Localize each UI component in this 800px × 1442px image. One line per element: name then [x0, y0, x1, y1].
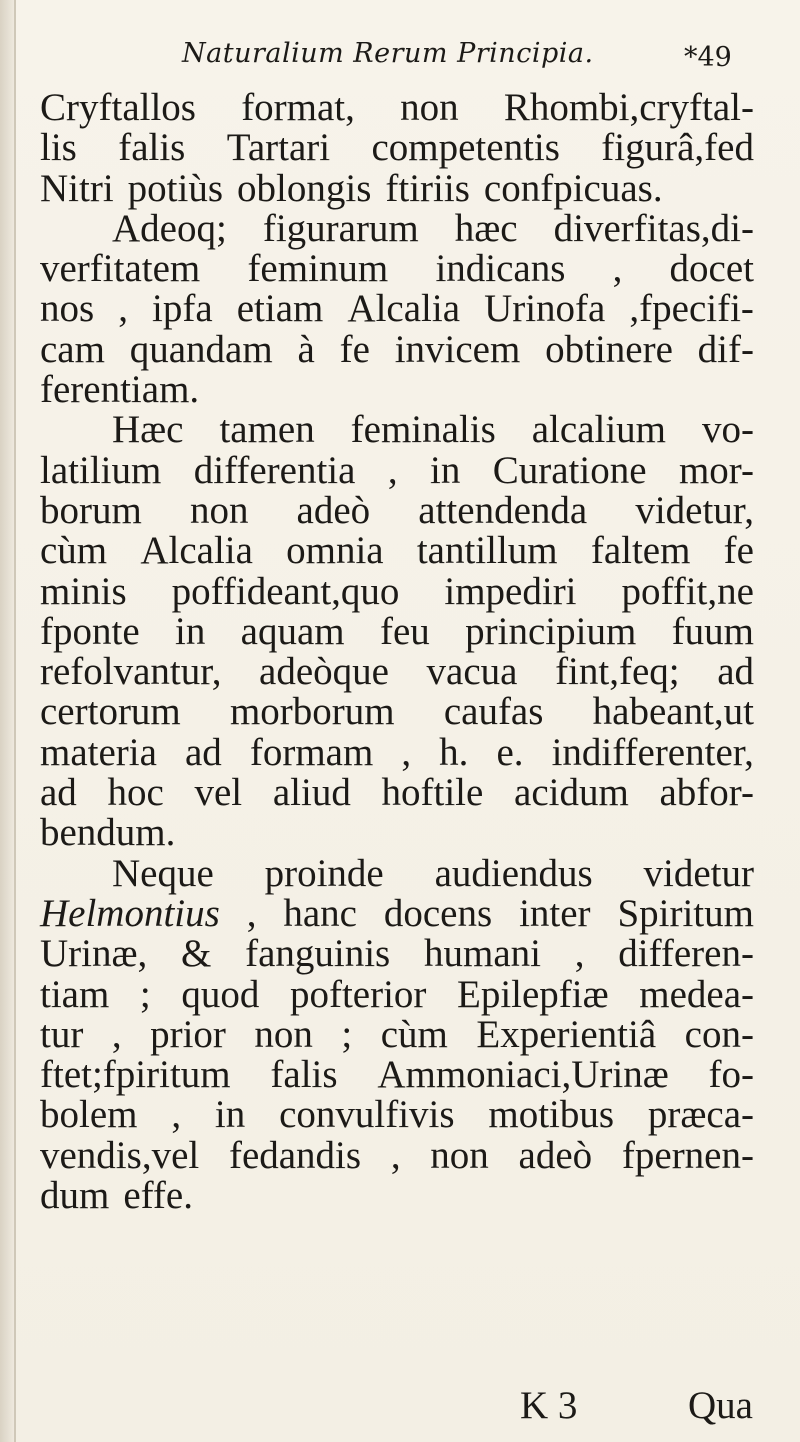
- word: ,: [390, 1133, 401, 1177]
- body-text: [40, 88, 790, 1216]
- word: ad: [184, 730, 222, 774]
- running-head: [0, 38, 800, 78]
- word: ftiriis: [385, 166, 470, 210]
- text-line: [40, 1095, 754, 1135]
- word: Ammoniaci,Urinæ: [377, 1053, 669, 1097]
- word: confpicuas.: [483, 166, 663, 210]
- word: Epilepfiæ: [457, 972, 609, 1016]
- word: cùm: [380, 1012, 448, 1056]
- word: ,: [111, 1012, 122, 1056]
- word: fanguinis: [245, 932, 391, 976]
- text-line: [40, 410, 754, 450]
- word: Nitri: [40, 166, 114, 210]
- word: poffideant,quo: [171, 569, 400, 613]
- word: in: [430, 448, 461, 492]
- word: ,: [171, 1093, 182, 1137]
- word: &: [181, 932, 212, 976]
- word: Alcalia: [140, 529, 253, 573]
- word: con-: [684, 1012, 754, 1056]
- word: figurarum: [262, 206, 419, 250]
- word: fuum: [671, 609, 754, 653]
- text-line: [40, 813, 754, 853]
- word: tiam: [40, 972, 110, 1016]
- word: latilium: [40, 448, 162, 492]
- word: vacua: [426, 650, 518, 694]
- word: in: [214, 1093, 246, 1137]
- word: non: [430, 1133, 489, 1177]
- text-line: [40, 652, 754, 692]
- text-line: [40, 1176, 754, 1216]
- word: cam: [40, 327, 105, 371]
- word: alcalium: [531, 408, 667, 452]
- gutter-shadow: [0, 0, 14, 1442]
- word: format,: [241, 86, 355, 129]
- word: feminalis: [350, 408, 496, 452]
- word: verfitatem: [40, 247, 201, 291]
- text-line: [40, 327, 754, 371]
- word: impediri: [444, 569, 577, 613]
- word: pofterior: [289, 972, 427, 1016]
- word: humani: [424, 932, 541, 976]
- word: habeant,ut: [592, 690, 754, 734]
- word: non: [254, 1012, 313, 1056]
- word: refolvantur,: [40, 650, 222, 694]
- word: adeòque: [259, 650, 389, 694]
- word: hoc: [107, 771, 164, 815]
- text-line: [40, 531, 754, 571]
- word: Helmontius: [40, 891, 220, 935]
- word: principium: [465, 609, 637, 653]
- text-line: [40, 448, 754, 492]
- word: ,: [401, 730, 412, 774]
- text-line: [40, 1133, 754, 1177]
- word: tur: [40, 1012, 84, 1056]
- word: oblongis: [237, 166, 372, 210]
- word: adeò: [296, 488, 371, 532]
- word: morborum: [229, 690, 395, 734]
- word: ,: [574, 932, 585, 976]
- text-line: [40, 88, 754, 128]
- text-line: [40, 249, 754, 289]
- word: ferentiam.: [40, 368, 200, 412]
- word: docens: [383, 891, 493, 935]
- word: adeò: [518, 1133, 593, 1177]
- running-title: Naturalium Rerum Principia.: [182, 38, 594, 69]
- word: vel: [194, 771, 243, 815]
- word: e.: [496, 730, 524, 774]
- word: videtur,: [635, 488, 754, 532]
- word: proinde: [264, 851, 384, 895]
- word: fpernen-: [621, 1133, 754, 1177]
- word: docet: [669, 247, 754, 291]
- word: fo-: [708, 1053, 754, 1097]
- word: dif-: [697, 327, 754, 371]
- text-line: [40, 934, 754, 974]
- word: cùm: [40, 529, 108, 573]
- word: ftet;fpiritum: [40, 1053, 231, 1097]
- word: tantillum: [416, 529, 558, 573]
- word: h.: [439, 730, 469, 774]
- word: minis: [40, 569, 127, 613]
- word: audiendus: [434, 851, 593, 895]
- word: ,: [246, 891, 257, 935]
- word: differen-: [618, 932, 754, 976]
- word: convulfivis: [279, 1093, 455, 1137]
- word: competentis: [371, 126, 560, 170]
- word: Rhombi,cryftal-: [503, 86, 754, 129]
- word: figurâ,fed: [601, 126, 754, 170]
- word: medea-: [639, 972, 754, 1016]
- text-line: [40, 289, 754, 329]
- word: ad: [717, 650, 754, 694]
- word: hæc: [454, 206, 518, 250]
- text-line: [40, 488, 754, 532]
- word: Neque: [112, 851, 214, 895]
- word: inter: [519, 891, 591, 935]
- word: ad: [40, 771, 77, 815]
- word: certorum: [40, 690, 181, 734]
- word: lis: [40, 126, 77, 170]
- text-line: [40, 891, 754, 935]
- word: acidum: [514, 771, 629, 815]
- word: feminum: [247, 247, 389, 291]
- text-line: [40, 730, 754, 774]
- word: prior: [150, 1012, 226, 1056]
- word: poffit,ne: [621, 569, 754, 613]
- word: feu: [379, 609, 430, 653]
- word: abfor-: [659, 771, 754, 815]
- word: faltem: [590, 529, 691, 573]
- word: Experientiâ: [476, 1012, 657, 1056]
- word: materia: [40, 730, 157, 774]
- text-line: [40, 773, 754, 813]
- word: invicem: [394, 327, 521, 371]
- text-line: [40, 692, 754, 732]
- text-line: [40, 370, 754, 410]
- word: Spiritum: [617, 891, 754, 935]
- word: potiùs: [127, 166, 224, 210]
- word: indifferenter,: [551, 730, 754, 774]
- word: bendum.: [40, 811, 176, 855]
- word: diverfitas,di-: [553, 206, 754, 250]
- word: Urinofa: [484, 287, 606, 331]
- word: non: [189, 488, 249, 532]
- word: etiam: [236, 287, 324, 331]
- word: ,: [118, 287, 128, 331]
- word: omnia: [286, 529, 384, 573]
- word: fe: [723, 529, 754, 573]
- word: dum: [40, 1174, 110, 1218]
- word: ;: [139, 972, 151, 1016]
- word: ,: [612, 247, 623, 291]
- word: Alcalia: [347, 287, 461, 331]
- word: aliud: [272, 771, 351, 815]
- word: ;: [341, 1012, 353, 1056]
- catchword: Qua: [688, 1384, 753, 1427]
- text-line: [40, 128, 754, 168]
- text-line: [40, 972, 754, 1016]
- word: in: [174, 609, 206, 653]
- word: hanc: [283, 891, 357, 935]
- word: Curatione: [492, 448, 647, 492]
- word: caufas: [443, 690, 544, 734]
- word: aquam: [240, 609, 345, 653]
- word: falis: [270, 1053, 338, 1097]
- word: falis: [118, 126, 186, 170]
- word: ,fpecifi-: [629, 287, 754, 331]
- word: vendis,vel: [40, 1133, 200, 1177]
- word: ,: [387, 448, 398, 492]
- word: quod: [181, 972, 260, 1016]
- word: quandam: [129, 327, 273, 371]
- word: vo-: [701, 408, 754, 452]
- word: attendenda: [418, 488, 588, 532]
- gutter-line: [14, 0, 16, 1442]
- word: non: [400, 86, 459, 129]
- word: præca-: [647, 1093, 754, 1137]
- word: bolem: [40, 1093, 138, 1137]
- word: Tartari: [226, 126, 331, 170]
- text-line: [40, 1012, 754, 1056]
- page-number: *49: [684, 42, 732, 73]
- word: effe.: [123, 1174, 193, 1218]
- word: differentia: [193, 448, 356, 492]
- text-line: [40, 1055, 754, 1095]
- word: motibus: [488, 1093, 615, 1137]
- word: fedandis: [228, 1133, 362, 1177]
- word: Urinæ,: [40, 932, 148, 976]
- word: ipfa: [152, 287, 213, 331]
- word: à: [297, 327, 315, 371]
- text-line: [40, 206, 754, 250]
- word: fint,feq;: [555, 650, 680, 694]
- text-line: [40, 166, 754, 210]
- word: hoftile: [381, 771, 484, 815]
- text-line: [40, 851, 754, 895]
- word: fponte: [40, 609, 140, 653]
- word: Adeoq;: [112, 206, 227, 250]
- signature-mark: K 3: [520, 1384, 578, 1427]
- word: borum: [40, 488, 142, 532]
- text-line: [40, 569, 754, 613]
- word: Cryftallos: [40, 86, 196, 129]
- word: formam: [249, 730, 374, 774]
- word: Hæc: [112, 408, 184, 452]
- word: mor-: [678, 448, 754, 492]
- word: tamen: [219, 408, 315, 452]
- word: obtinere: [545, 327, 673, 371]
- word: nos: [40, 287, 95, 331]
- text-line: [40, 609, 754, 653]
- word: indicans: [435, 247, 566, 291]
- word: videtur: [643, 851, 754, 895]
- word: fe: [339, 327, 370, 371]
